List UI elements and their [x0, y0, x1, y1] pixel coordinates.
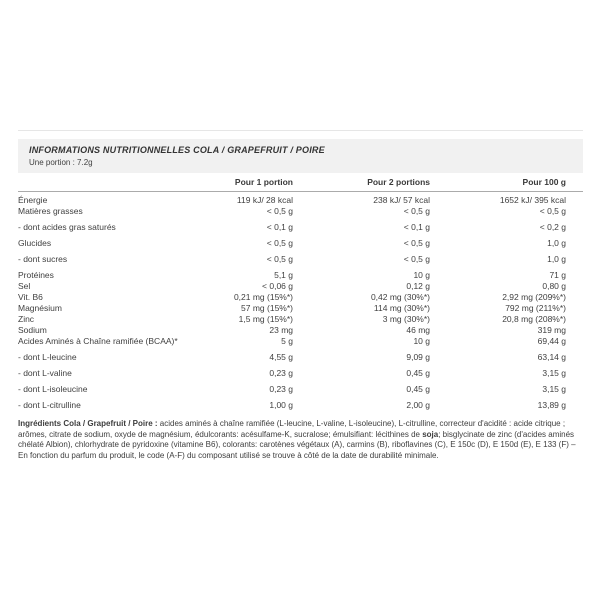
row-value: 5 g [281, 336, 293, 346]
row-value: < 0,5 g [403, 254, 430, 264]
ingredients-text-1: acides aminés à chaîne ramifiée (L-leucine, L-valine, L-isoleucine), L-citrulline, correcteur d'acidité : acide citrique ; arômes, citrate de sodium, oxyde de magnésium, édulcorants: acésulfame-K, sucralose; émulsifiant: lécithines de [18, 419, 566, 439]
row-value: 238 kJ/ 57 kcal [373, 195, 430, 205]
row-value: 71 g [549, 270, 566, 280]
column-header-2-portions: Pour 2 portions [367, 177, 430, 187]
row-value: 0,23 g [269, 384, 293, 394]
table-row [18, 313, 583, 324]
table-row [18, 216, 583, 232]
row-value: 0,80 g [542, 281, 566, 291]
row-value: < 0,5 g [266, 206, 293, 216]
ingredients-paragraph [18, 419, 583, 461]
row-value: 57 mg (15%*) [241, 303, 293, 313]
row-value: < 0,5 g [266, 238, 293, 248]
row-value: < 0,1 g [403, 222, 430, 232]
table-row [18, 394, 583, 410]
ingredients-text-2: ; bisglycinate de zinc (d'acides aminés chélaté Albion), chlorhydrate de pyridoxine (vitamine B6), colorants: carotènes végétaux (A), carmins (B), riboflavines (C), E 150c (D), E 150d (E), E 133 (F) – En fonction du parfum du produit, le code (A-F) du composant utilisé se trouve à côté de la date de durabilité minimale. [18, 429, 576, 460]
row-label: Vit. B6 [18, 292, 43, 302]
table-row [18, 378, 583, 394]
row-value: 0,12 g [406, 281, 430, 291]
row-value: 792 mg (211%*) [505, 303, 566, 313]
table-row [18, 335, 583, 346]
table-row [18, 291, 583, 302]
row-value: 0,45 g [406, 368, 430, 378]
top-divider [18, 130, 583, 131]
row-label: Zinc [18, 314, 35, 324]
row-value: 2,92 mg (209%*) [502, 292, 566, 302]
row-value: < 0,1 g [266, 222, 293, 232]
row-value: 23 mg [269, 325, 293, 335]
row-value: 0,21 mg (15%*) [233, 292, 293, 302]
row-value: 1,0 g [547, 254, 566, 264]
row-value: < 0,5 g [403, 238, 430, 248]
row-label: - dont sucres [18, 254, 68, 264]
row-label: Glucides [18, 238, 52, 248]
table-row [18, 248, 583, 264]
ingredients-lead: Ingrédients Cola / Grapefruit / Poire : [18, 419, 158, 428]
allergen-soja: soja [422, 429, 439, 439]
column-header-empty [18, 173, 198, 192]
row-label: Énergie [18, 195, 48, 205]
row-value: 1,5 mg (15%*) [238, 314, 293, 324]
row-value: 2,00 g [406, 400, 430, 410]
column-header-100g: Pour 100 g [522, 177, 566, 187]
table-row [18, 362, 583, 378]
row-value: < 0,5 g [403, 206, 430, 216]
row-value: 119 kJ/ 28 kcal [236, 195, 293, 205]
nutrition-title: INFORMATIONS NUTRITIONNELLES COLA / GRAPEFRUIT / POIRE [29, 145, 325, 155]
row-label: - dont L-isoleucine [18, 384, 88, 394]
table-row [18, 205, 583, 216]
nutrition-table [18, 173, 583, 410]
row-label: - dont L-citrulline [18, 400, 81, 410]
table-row [18, 346, 583, 362]
table-row [18, 192, 583, 206]
row-value: 3,15 g [542, 384, 566, 394]
row-label: - dont acides gras saturés [18, 222, 116, 232]
row-label: - dont L-leucine [18, 352, 77, 362]
row-value: 20,8 mg (208%*) [502, 314, 566, 324]
row-value: < 0,2 g [539, 222, 566, 232]
row-value: 4,55 g [269, 352, 293, 362]
table-row [18, 232, 583, 248]
row-value: 5,1 g [274, 270, 293, 280]
row-value: 114 mg (30%*) [373, 303, 430, 313]
row-value: 10 g [413, 270, 430, 280]
row-label: Magnésium [18, 303, 62, 313]
row-value: 0,45 g [406, 384, 430, 394]
column-header-1-portion: Pour 1 portion [234, 177, 293, 187]
row-label: Matières grasses [18, 206, 83, 216]
row-value: 3 mg (30%*) [382, 314, 430, 324]
row-label: Sodium [18, 325, 47, 335]
row-value: 1,00 g [269, 400, 293, 410]
row-value: < 0,06 g [262, 281, 293, 291]
table-header-row [18, 173, 583, 192]
table-row [18, 280, 583, 291]
row-value: 1652 kJ/ 395 kcal [499, 195, 566, 205]
row-label: Acides Aminés à Chaîne ramifiée (BCAA)* [18, 336, 178, 346]
row-value: 0,42 mg (30%*) [370, 292, 430, 302]
row-value: 10 g [413, 336, 430, 346]
row-value: 3,15 g [542, 368, 566, 378]
row-value: 0,23 g [269, 368, 293, 378]
row-value: 1,0 g [547, 238, 566, 248]
row-value: < 0,5 g [539, 206, 566, 216]
nutrition-sheet [18, 130, 583, 469]
row-label: Protéines [18, 270, 54, 280]
row-value: 13,89 g [537, 400, 566, 410]
table-row [18, 264, 583, 280]
nutrition-header-band [18, 139, 583, 173]
row-label: - dont L-valine [18, 368, 72, 378]
row-value: 46 mg [406, 325, 430, 335]
portion-size-text: Une portion : 7.2g [29, 158, 93, 167]
row-value: 319 mg [537, 325, 566, 335]
table-row [18, 302, 583, 313]
row-value: < 0,5 g [266, 254, 293, 264]
row-label: Sel [18, 281, 31, 291]
row-value: 69,44 g [537, 336, 566, 346]
row-value: 63,14 g [537, 352, 566, 362]
row-value: 9,09 g [406, 352, 430, 362]
table-row [18, 324, 583, 335]
